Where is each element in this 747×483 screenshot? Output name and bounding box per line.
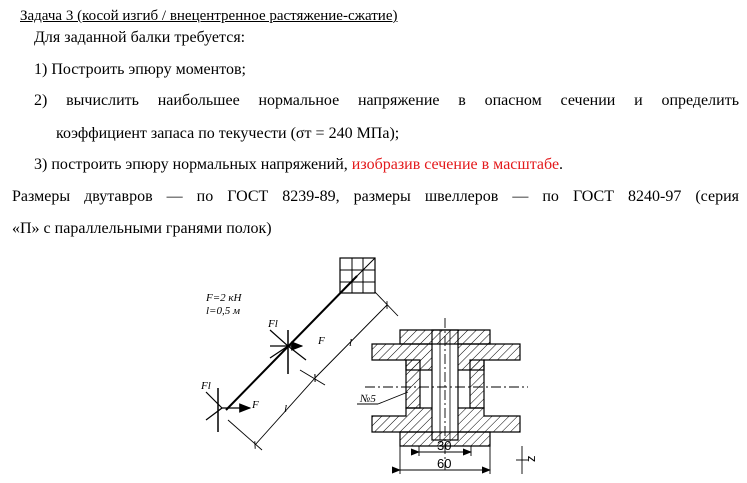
length-label-upper: l: [349, 337, 353, 349]
task-item-3-highlight: изобразив сечение в масштабе: [351, 156, 560, 173]
channel-left: [406, 360, 420, 408]
task-item-2-line-1: 2) вычислить наибольшее нормальное напряжение в опасном сечении и определить: [34, 92, 739, 109]
dimension-60: 60: [437, 456, 452, 471]
profile-number-label: №5: [360, 393, 376, 405]
channel-right: [470, 360, 484, 408]
upper-load-node: [270, 330, 306, 374]
section-dimensions: [400, 446, 528, 474]
length-label-lower: l: [284, 403, 288, 415]
task-title: Задача 3 (косой изгиб / внецентренное растяжение-сжатие): [20, 8, 398, 24]
lower-load-node: [206, 388, 250, 432]
task-item-2-line-2: коэффициент запаса по текучести (σт = 240 МПа);: [56, 125, 400, 142]
task-item-1: 1) Построить эпюру моментов;: [34, 61, 246, 78]
task-item-3-end: .: [559, 156, 564, 173]
moment-label-upper: Fl: [268, 318, 278, 330]
gost-note-line-1: Размеры двутавров — по ГОСТ 8239-89, размеры швеллеров — по ГОСТ 8240-97 (серия: [12, 188, 739, 205]
given-length-label: l=0,5 м: [206, 305, 240, 317]
force-label-upper: F: [318, 335, 325, 347]
task-intro: Для заданной балки требуется:: [34, 29, 246, 46]
dimension-30: 30: [437, 438, 452, 453]
moment-label-lower: Fl: [201, 380, 211, 392]
force-label-lower: F: [252, 399, 259, 411]
z-axis-label: z: [523, 455, 538, 462]
beam-schematic: [206, 258, 398, 450]
gost-note-line-2: «П» с параллельными гранями полок): [12, 220, 272, 237]
task-item-3-text: 3) построить эпюру нормальных напряжений,: [34, 156, 352, 173]
beam-axis: [226, 276, 357, 410]
given-force-label: F=2 кН: [206, 292, 242, 304]
